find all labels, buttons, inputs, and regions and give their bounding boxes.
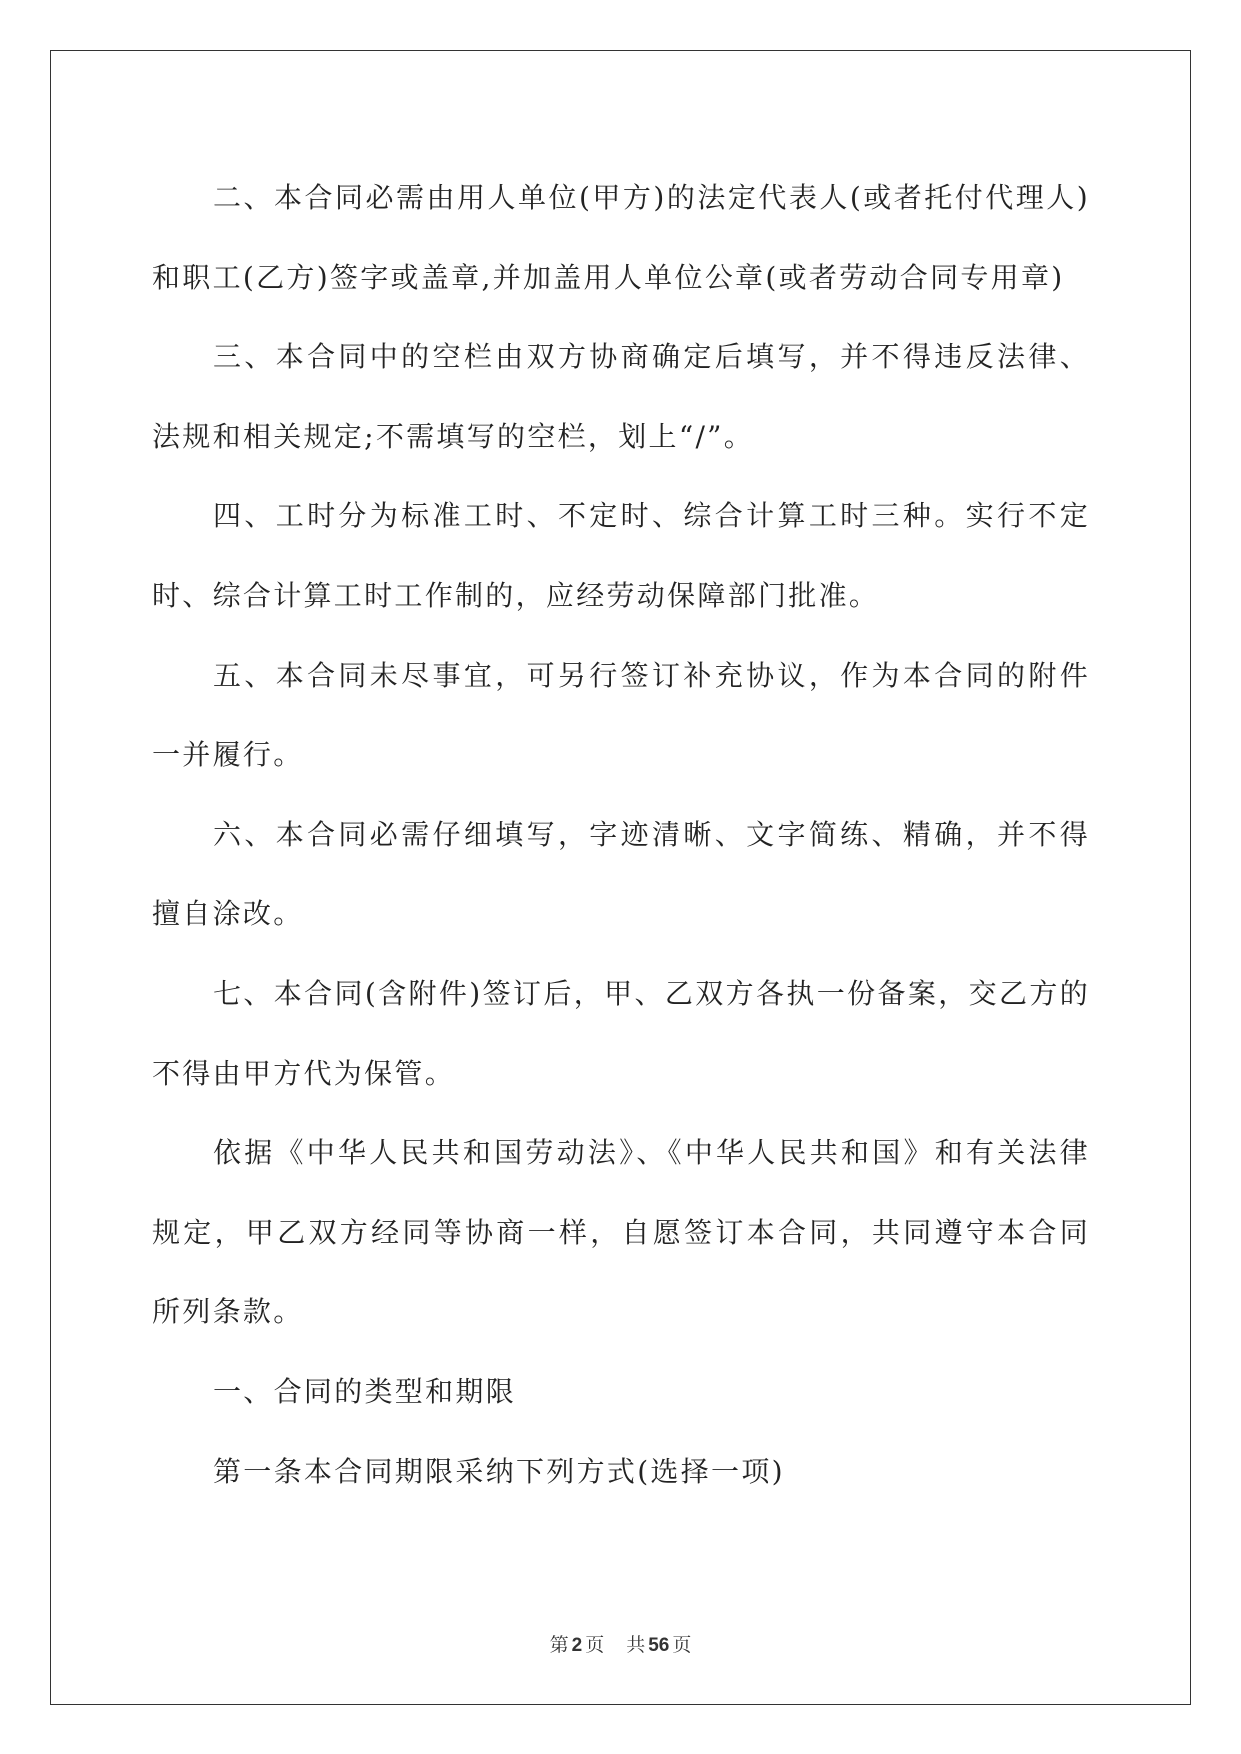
paragraph-clause-7: 七、本合同(含附件)签订后，甲、乙双方各执一份备案，交乙方的不得由甲方代为保管。 bbox=[152, 976, 1090, 1090]
total-suffix: 页 bbox=[672, 1634, 692, 1656]
article-1-heading: 第一条本合同期限采纳下列方式(选择一项) bbox=[213, 1454, 785, 1488]
page-prefix: 第 bbox=[549, 1634, 569, 1656]
paragraph-clause-2: 二、本合同必需由用人单位(甲方)的法定代表人(或者托付代理人)和职工(乙方)签字或盖章,并加盖用人单位公章(或者劳动合同专用章) bbox=[152, 181, 1090, 294]
total-prefix: 共 bbox=[626, 1634, 646, 1656]
paragraph-preamble: 依据《中华人民共和国劳动法》、《中华人民共和国》和有关法律规定，甲乙双方经同等协商一样，自愿签订本合同，共同遵守本合同所列条款。 bbox=[152, 1136, 1090, 1329]
page-footer bbox=[0, 1630, 1241, 1657]
page-suffix: 页 bbox=[585, 1634, 605, 1656]
paragraph-clause-4: 四、工时分为标准工时、不定时、综合计算工时三种。实行不定时、综合计算工时工作制的，应经劳动保障部门批准。 bbox=[152, 499, 1090, 612]
page-number: 2 bbox=[571, 1635, 583, 1656]
paragraph-clause-3: 三、本合同中的空栏由双方协商确定后填写，并不得违反法律、法规和相关规定;不需填写的空栏，划上“/”。 bbox=[152, 340, 1090, 453]
total-pages: 56 bbox=[648, 1635, 670, 1656]
paragraph-clause-5: 五、本合同未尽事宜，可另行签订补充协议，作为本合同的附件一并履行。 bbox=[152, 658, 1090, 772]
paragraph-clause-6: 六、本合同必需仔细填写，字迹清晰、文字简练、精确，并不得擅自涂改。 bbox=[152, 817, 1090, 931]
document-body bbox=[152, 158, 1090, 1511]
section-heading-contract-type: 一、合同的类型和期限 bbox=[213, 1374, 517, 1408]
